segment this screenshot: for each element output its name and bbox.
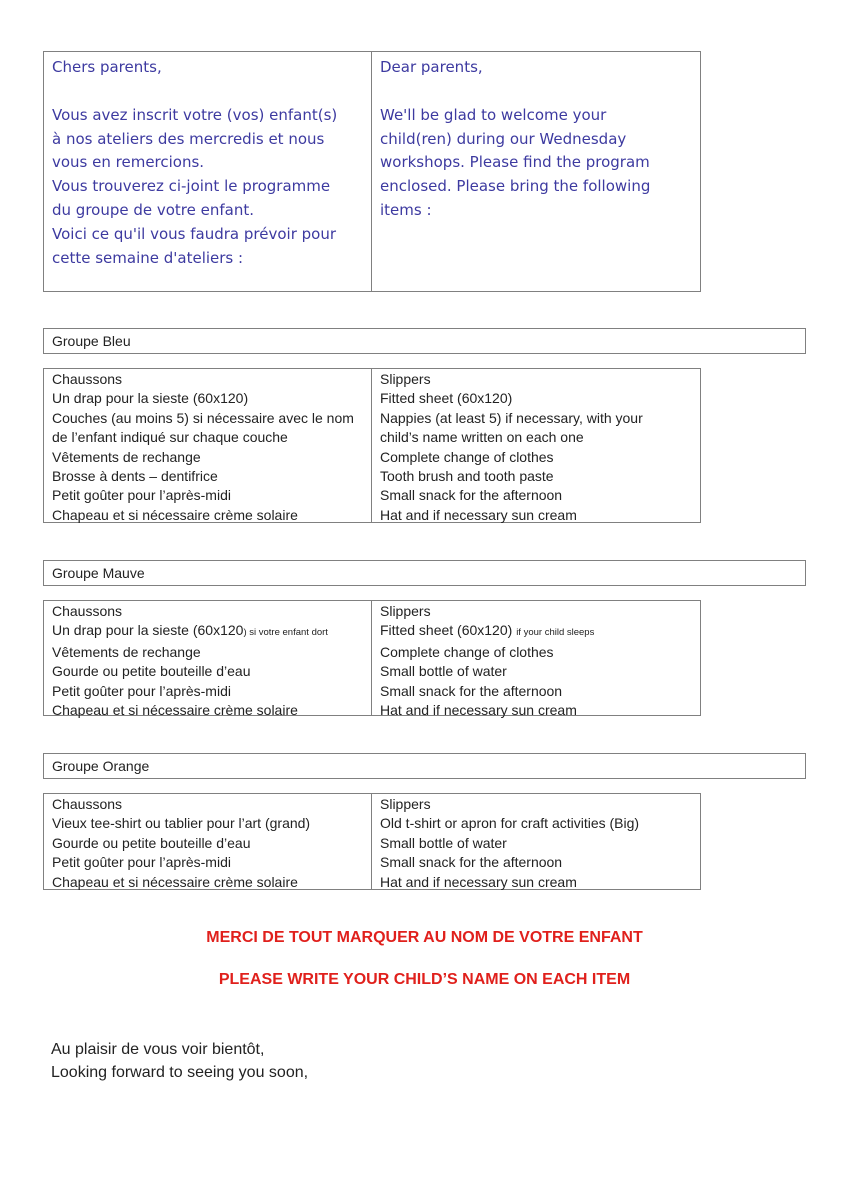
- french-line: du groupe de votre enfant.: [52, 200, 255, 219]
- list-item: Chapeau et si nécessaire crème solaire: [52, 506, 298, 523]
- list-item: Small bottle of water: [380, 663, 507, 680]
- list-item: Hat and if necessary sun cream: [380, 873, 577, 890]
- list-item: de l’enfant indiqué sur chaque couche: [52, 429, 288, 446]
- french-line: Voici ce qu'il vous faudra prévoir pour: [52, 224, 337, 243]
- list-item: Small snack for the afternoon: [380, 854, 563, 871]
- list-item: Vêtements de rechange: [52, 643, 201, 660]
- list-item: Vieux tee-shirt ou tablier pour l’art (grand): [52, 815, 311, 832]
- closing-english: Looking forward to seeing you soon,: [51, 1064, 309, 1081]
- group-bleu-items: [43, 368, 701, 523]
- list-item: Petit goûter pour l’après-midi: [52, 854, 231, 871]
- group-mauve-english: [372, 601, 700, 719]
- list-item: Chapeau et si nécessaire crème solaire: [52, 702, 298, 719]
- list-item: Vêtements de rechange: [52, 448, 201, 465]
- french-line: Vous avez inscrit votre (vos) enfant(s): [52, 105, 338, 124]
- list-item: Un drap pour la sieste (60x120) si votre enfant dort: [52, 622, 328, 639]
- list-item: Gourde ou petite bouteille d’eau: [52, 834, 251, 851]
- notice-french: MERCI DE TOUT MARQUER AU NOM DE VOTRE ENFANT: [206, 929, 643, 946]
- list-item: Chapeau et si nécessaire crème solaire: [52, 873, 298, 890]
- list-item: Chaussons: [52, 796, 123, 812]
- list-item: Slippers: [380, 603, 431, 619]
- group-orange-english: [372, 794, 700, 889]
- french-line: cette semaine d'ateliers :: [52, 248, 244, 267]
- group-bleu-english: [372, 369, 700, 522]
- list-item: Hat and if necessary sun cream: [380, 506, 577, 523]
- list-item: child’s name written on each one: [380, 429, 584, 446]
- list-item: Brosse à dents – dentifrice: [52, 468, 218, 485]
- english-line: workshops. Please find the program: [380, 153, 650, 172]
- intro-box: [43, 51, 701, 292]
- list-item: Tooth brush and tooth paste: [380, 468, 554, 485]
- group-mauve-french: [44, 601, 372, 719]
- group-mauve-title: Groupe Mauve: [43, 560, 806, 586]
- list-item: Couches (au moins 5) si nécessaire avec le nom: [52, 409, 354, 426]
- list-item: Small bottle of water: [380, 834, 507, 851]
- group-bleu-french: [44, 369, 372, 522]
- list-item: Small snack for the afternoon: [380, 682, 563, 699]
- list-item: Gourde ou petite bouteille d’eau: [52, 663, 251, 680]
- group-orange-title: Groupe Orange: [43, 753, 806, 779]
- intro-french: [44, 52, 372, 291]
- list-item: Small snack for the afternoon: [380, 487, 563, 504]
- group-mauve-items: [43, 600, 701, 719]
- list-item: Fitted sheet (60x120): [380, 390, 513, 407]
- group-bleu-title: Groupe Bleu: [43, 328, 806, 354]
- list-item: Chaussons: [52, 603, 123, 619]
- english-line: enclosed. Please bring the following: [380, 177, 651, 196]
- french-line: à nos ateliers des mercredis et nous: [52, 129, 325, 148]
- list-item: Old t-shirt or apron for craft activities (Big): [380, 815, 640, 832]
- closing: [51, 1038, 308, 1084]
- english-line: child(ren) during our Wednesday: [380, 129, 627, 148]
- english-greeting: Dear parents,: [380, 58, 483, 76]
- notice-english: PLEASE WRITE YOUR CHILD’S NAME ON EACH ITEM: [218, 971, 631, 988]
- french-greeting: Chers parents,: [52, 58, 162, 76]
- intro-english: [372, 52, 700, 291]
- english-line: We'll be glad to welcome your: [380, 105, 607, 124]
- list-item: Un drap pour la sieste (60x120): [52, 390, 249, 407]
- list-item: Hat and if necessary sun cream: [380, 702, 577, 719]
- english-line: items :: [380, 200, 432, 219]
- closing-french: Au plaisir de vous voir bientôt,: [51, 1041, 265, 1058]
- list-item: Fitted sheet (60x120) if your child sleeps: [380, 622, 595, 639]
- group-orange-items: [43, 793, 701, 890]
- list-item: Complete change of clothes: [380, 643, 554, 660]
- french-line: Vous trouverez ci-joint le programme: [52, 177, 331, 196]
- group-orange-french: [44, 794, 372, 889]
- list-item: Chaussons: [52, 371, 123, 387]
- list-item: Nappies (at least 5) if necessary, with your: [380, 409, 643, 426]
- list-item: Petit goûter pour l’après-midi: [52, 487, 231, 504]
- list-item: Complete change of clothes: [380, 448, 554, 465]
- list-item: Slippers: [380, 796, 431, 812]
- list-item: Petit goûter pour l’après-midi: [52, 682, 231, 699]
- list-item: Slippers: [380, 371, 431, 387]
- french-line: vous en remercions.: [52, 153, 205, 172]
